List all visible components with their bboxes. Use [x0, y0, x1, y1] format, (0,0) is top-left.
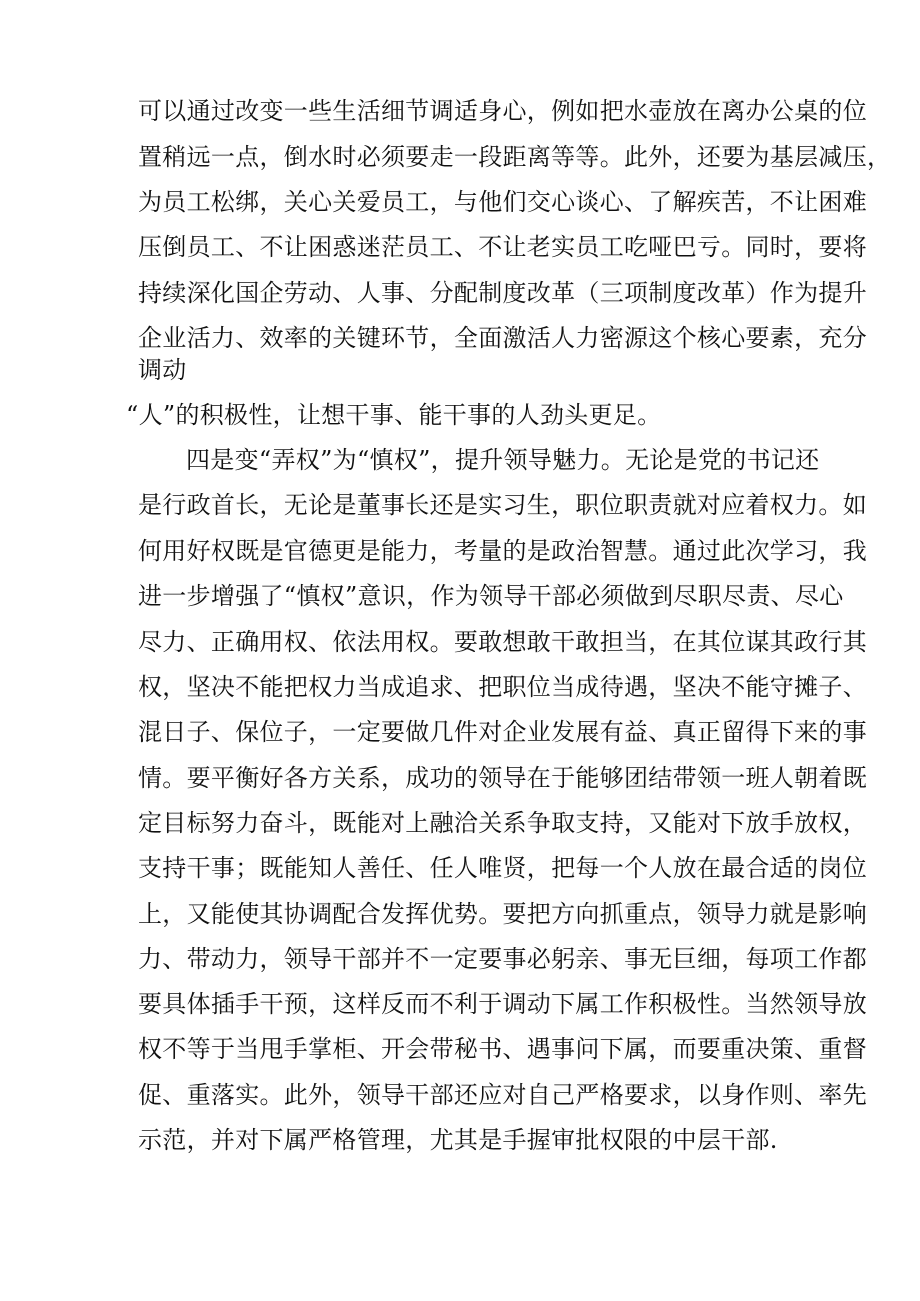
- text-line: 权不等于当甩手掌柜、开会带秘书、遇事问下属，而要重决策、重督: [138, 1035, 867, 1063]
- text-line: 压倒员工、不让困惑迷茫员工、不让老实员工吃哑巴亏。同时，要将: [138, 233, 867, 261]
- text-line: 何用好权既是官德更是能力，考量的是政治智慧。通过此次学习，我: [138, 537, 867, 565]
- text-line: 支持干事；既能知人善任、任人唯贤，把每一个人放在最合适的岗位: [138, 854, 867, 882]
- text-line: 尽力、正确用权、依法用权。要敢想敢干敢担当，在其位谋其政行其: [138, 628, 867, 656]
- text-line: 可以通过改变一些生活细节调适身心，例如把水壶放在离办公桌的位: [138, 97, 867, 125]
- text-line: 力、带动力，领导干部并不一定要事必躬亲、事无巨细，每项工作都: [138, 945, 867, 973]
- text-line: 企业活力、效率的关键环节，全面激活人力密源这个核心要素，充分: [138, 324, 867, 352]
- text-line: 是行政首长，无论是董事长还是实习生，职位职责就对应着权力。如: [138, 491, 867, 519]
- text-line: 进一步增强了“慎权”意识，作为领导干部必须做到尽职尽责、尽心: [138, 582, 844, 610]
- text-line: 情。要平衡好各方关系，成功的领导在于能够团结带领一班人朝着既: [138, 764, 867, 792]
- text-line: 置稍远一点，倒水时必须要走一段距离等等。此外，还要为基层减压，: [138, 143, 892, 171]
- text-line: 定目标努力奋斗，既能对上融洽关系争取支持，又能对下放手放权，: [138, 809, 867, 837]
- text-line: 混日子、保位子，一定要做几件对企业发展有益、真正留得下来的事: [138, 718, 867, 746]
- text-line: 促、重落实。此外，领导干部还应对自己严格要求，以身作则、率先: [138, 1081, 867, 1109]
- text-line: 为员工松绑，关心关爱员工，与他们交心谈心、了解疾苦，不让困难: [138, 188, 867, 216]
- text-line: 要具体插手干预，这样反而不利于调动下属工作积极性。当然领导放: [138, 990, 867, 1018]
- text-line: 示范，并对下属严格管理，尤其是手握审批权限的中层干部.: [138, 1126, 778, 1154]
- paragraph-start-line: 四是变“弄权”为“慎权”，提升领导魅力。无论是党的书记还: [186, 446, 820, 474]
- text-line: 上，又能使其协调配合发挥优势。要把方向抓重点，领导力就是影响: [138, 900, 867, 928]
- text-line: 权，坚决不能把权力当成追求、把职位当成待遇，坚决不能守摊子、: [138, 673, 867, 701]
- text-line: “人”的积极性，让想干事、能干事的人劲头更足。: [126, 401, 662, 429]
- text-line: 调动: [138, 356, 187, 384]
- text-line: 持续深化国企劳动、人事、分配制度改革（三项制度改革）作为提升: [138, 279, 867, 307]
